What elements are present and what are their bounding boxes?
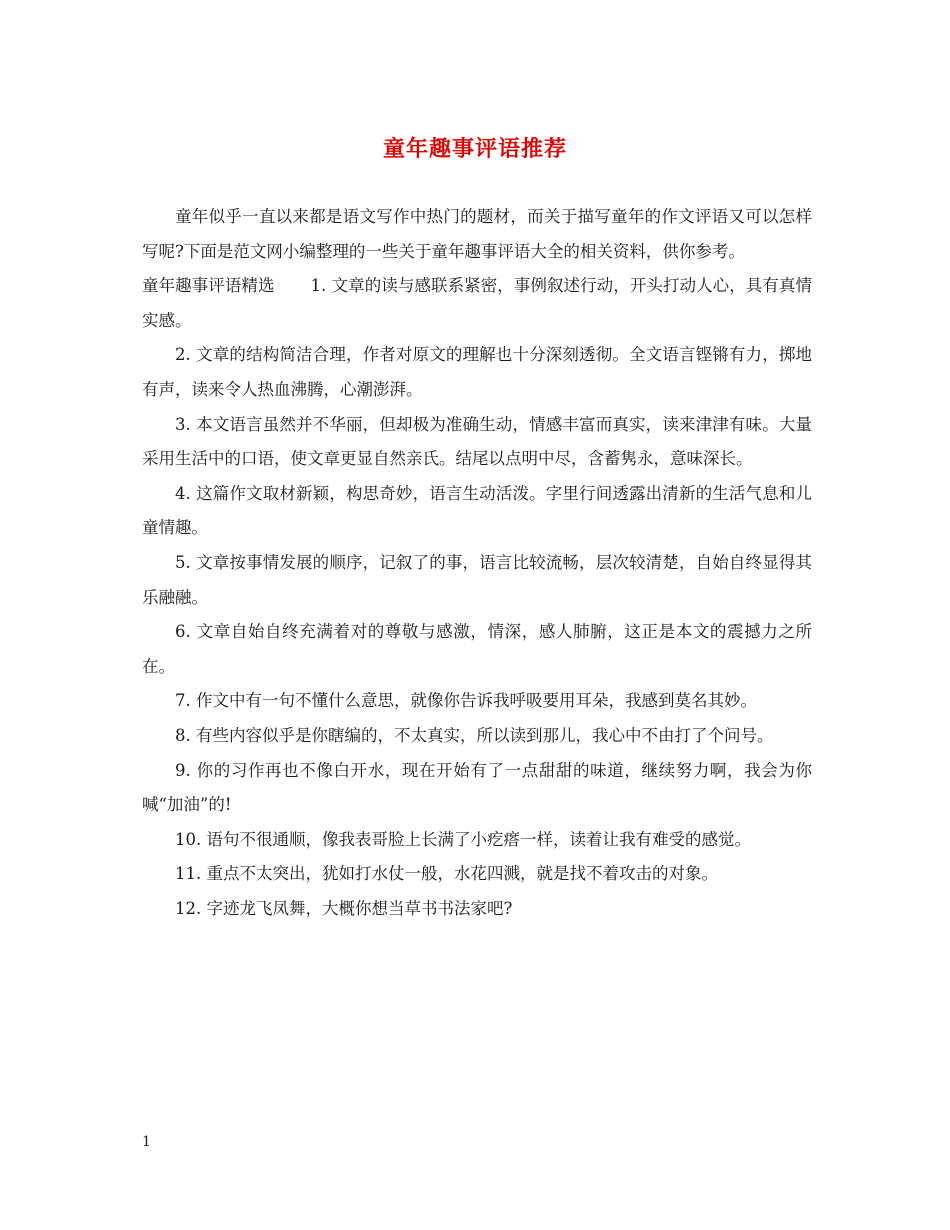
page-number: 1 — [142, 1134, 151, 1150]
comment-item: 5. 文章按事情发展的顺序，记叙了的事，语言比较流畅，层次较清楚，自始自终显得其乐融融。 — [142, 552, 812, 607]
comment-item: 1. 文章的读与感联系紧密，事例叙述行动，开头打动人心，具有真情实感。 — [142, 276, 812, 330]
comment-item: 8. 有些内容似乎是你瞎编的，不太真实，所以读到那儿，我心中不由打了个问号。 — [175, 725, 774, 745]
comment-item: 4. 这篇作文取材新颖，构思奇妙，语言生动活泼。字里行间透露出清新的生活气息和儿童情趣。 — [142, 483, 812, 538]
comment-item: 9. 你的习作再也不像白开水，现在开始有了一点甜甜的味道，继续努力啊，我会为你喊“加油”的! — [142, 760, 812, 815]
comment-item: 7. 作文中有一句不懂什么意思，就像你告诉我呼吸要用耳朵，我感到莫名其妙。 — [175, 691, 757, 711]
document-title: 童年趣事评语推荐 — [382, 136, 567, 162]
intro-paragraph: 童年似乎一直以来都是语文写作中热门的题材，而关于描写童年的作文评语又可以怎样写呢?下面是范文网小编整理的一些关于童年趣事评语大全的相关资料，供你参考。 — [142, 207, 812, 261]
comment-item: 2. 文章的结构简洁合理，作者对原文的理解也十分深刻透彻。全文语言铿锵有力，掷地有声，读来令人热血沸腾，心潮澎湃。 — [142, 345, 812, 399]
section-first-line — [142, 269, 812, 338]
comment-item: 10. 语句不很通顺，像我表哥脸上长满了小疙瘩一样，读着让我有难受的感觉。 — [175, 829, 751, 849]
comment-item: 11. 重点不太突出，犹如打水仗一般，水花四溅，就是找不着攻击的对象。 — [175, 864, 718, 884]
comment-item: 6. 文章自始自终充满着对的尊敬与感激，情深，感人肺腑，这正是本文的震撼力之所在。 — [142, 622, 812, 676]
comment-item: 3. 本文语言虽然并不华丽，但却极为准确生动，情感丰富而真实，读来津津有味。大量采用生活中的口语，使文章更显自然亲氏。结尾以点明中尽，含蓄隽永，意味深长。 — [142, 414, 812, 469]
document-body — [142, 200, 812, 926]
section-heading: 童年趣事评语精选 — [142, 276, 275, 296]
comment-item: 12. 字迹龙飞凤舞，大概你想当草书书法家吧? — [175, 898, 513, 918]
